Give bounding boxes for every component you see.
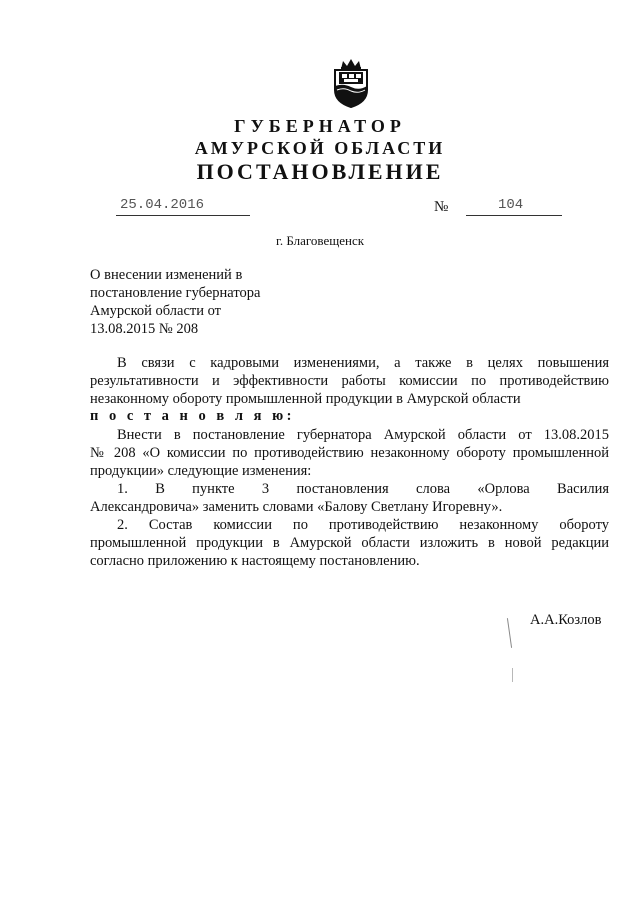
city-label: г. Благовещенск [275, 233, 365, 248]
main-line: Внести в постановление губернатора Амурской области от 13.08.2015 [117, 427, 609, 443]
item1-line: Александровича» заменить словами «Балову Светлану Игоревну». [90, 499, 503, 515]
document-subject [90, 266, 290, 338]
item1-line: 1. В пункте 3 постановления слова «Орлова Василия [117, 481, 609, 497]
document-date: 25.04.2016 [116, 197, 250, 216]
subject-line: 13.08.2015 № 208 [90, 321, 199, 337]
signature-name: А.А.Козлов [530, 612, 602, 628]
scan-mark [512, 668, 513, 682]
coat-of-arms-icon [329, 56, 373, 108]
scan-mark [507, 618, 512, 648]
document-type-title: ПОСТАНОВЛЕНИЕ [196, 159, 444, 184]
subject-line: Амурской области от [90, 303, 222, 319]
number-sign: № [434, 199, 449, 215]
intro-line: В связи с кадровыми изменениями, а также в целях повышения [117, 355, 609, 371]
subject-line: постановление губернатора [90, 285, 261, 301]
region-title: АМУРСКОЙ ОБЛАСТИ [194, 138, 446, 158]
subject-line: О внесении изменений в [90, 267, 243, 283]
item2-line: 2. Состав комиссии по противодействию незаконному обороту [117, 517, 609, 533]
item2-line: промышленной продукции в Амурской области изложить в новой редакции [90, 535, 609, 551]
authority-title: ГУБЕРНАТОР [234, 116, 406, 136]
main-line: № 208 «О комиссии по противодействию незаконному обороту промышленной [90, 445, 609, 461]
resolve-word: п о с т а н о в л я ю: [90, 408, 295, 424]
main-line: продукции» следующие изменения: [90, 463, 312, 479]
intro-line: результативности и эффективности работы комиссии по противодействию [90, 373, 609, 389]
document-number: 104 [466, 197, 562, 216]
item2-line: согласно приложению к настоящему постановлению. [90, 553, 420, 569]
intro-line: незаконному обороту промышленной продукции в Амурской области [90, 391, 521, 407]
